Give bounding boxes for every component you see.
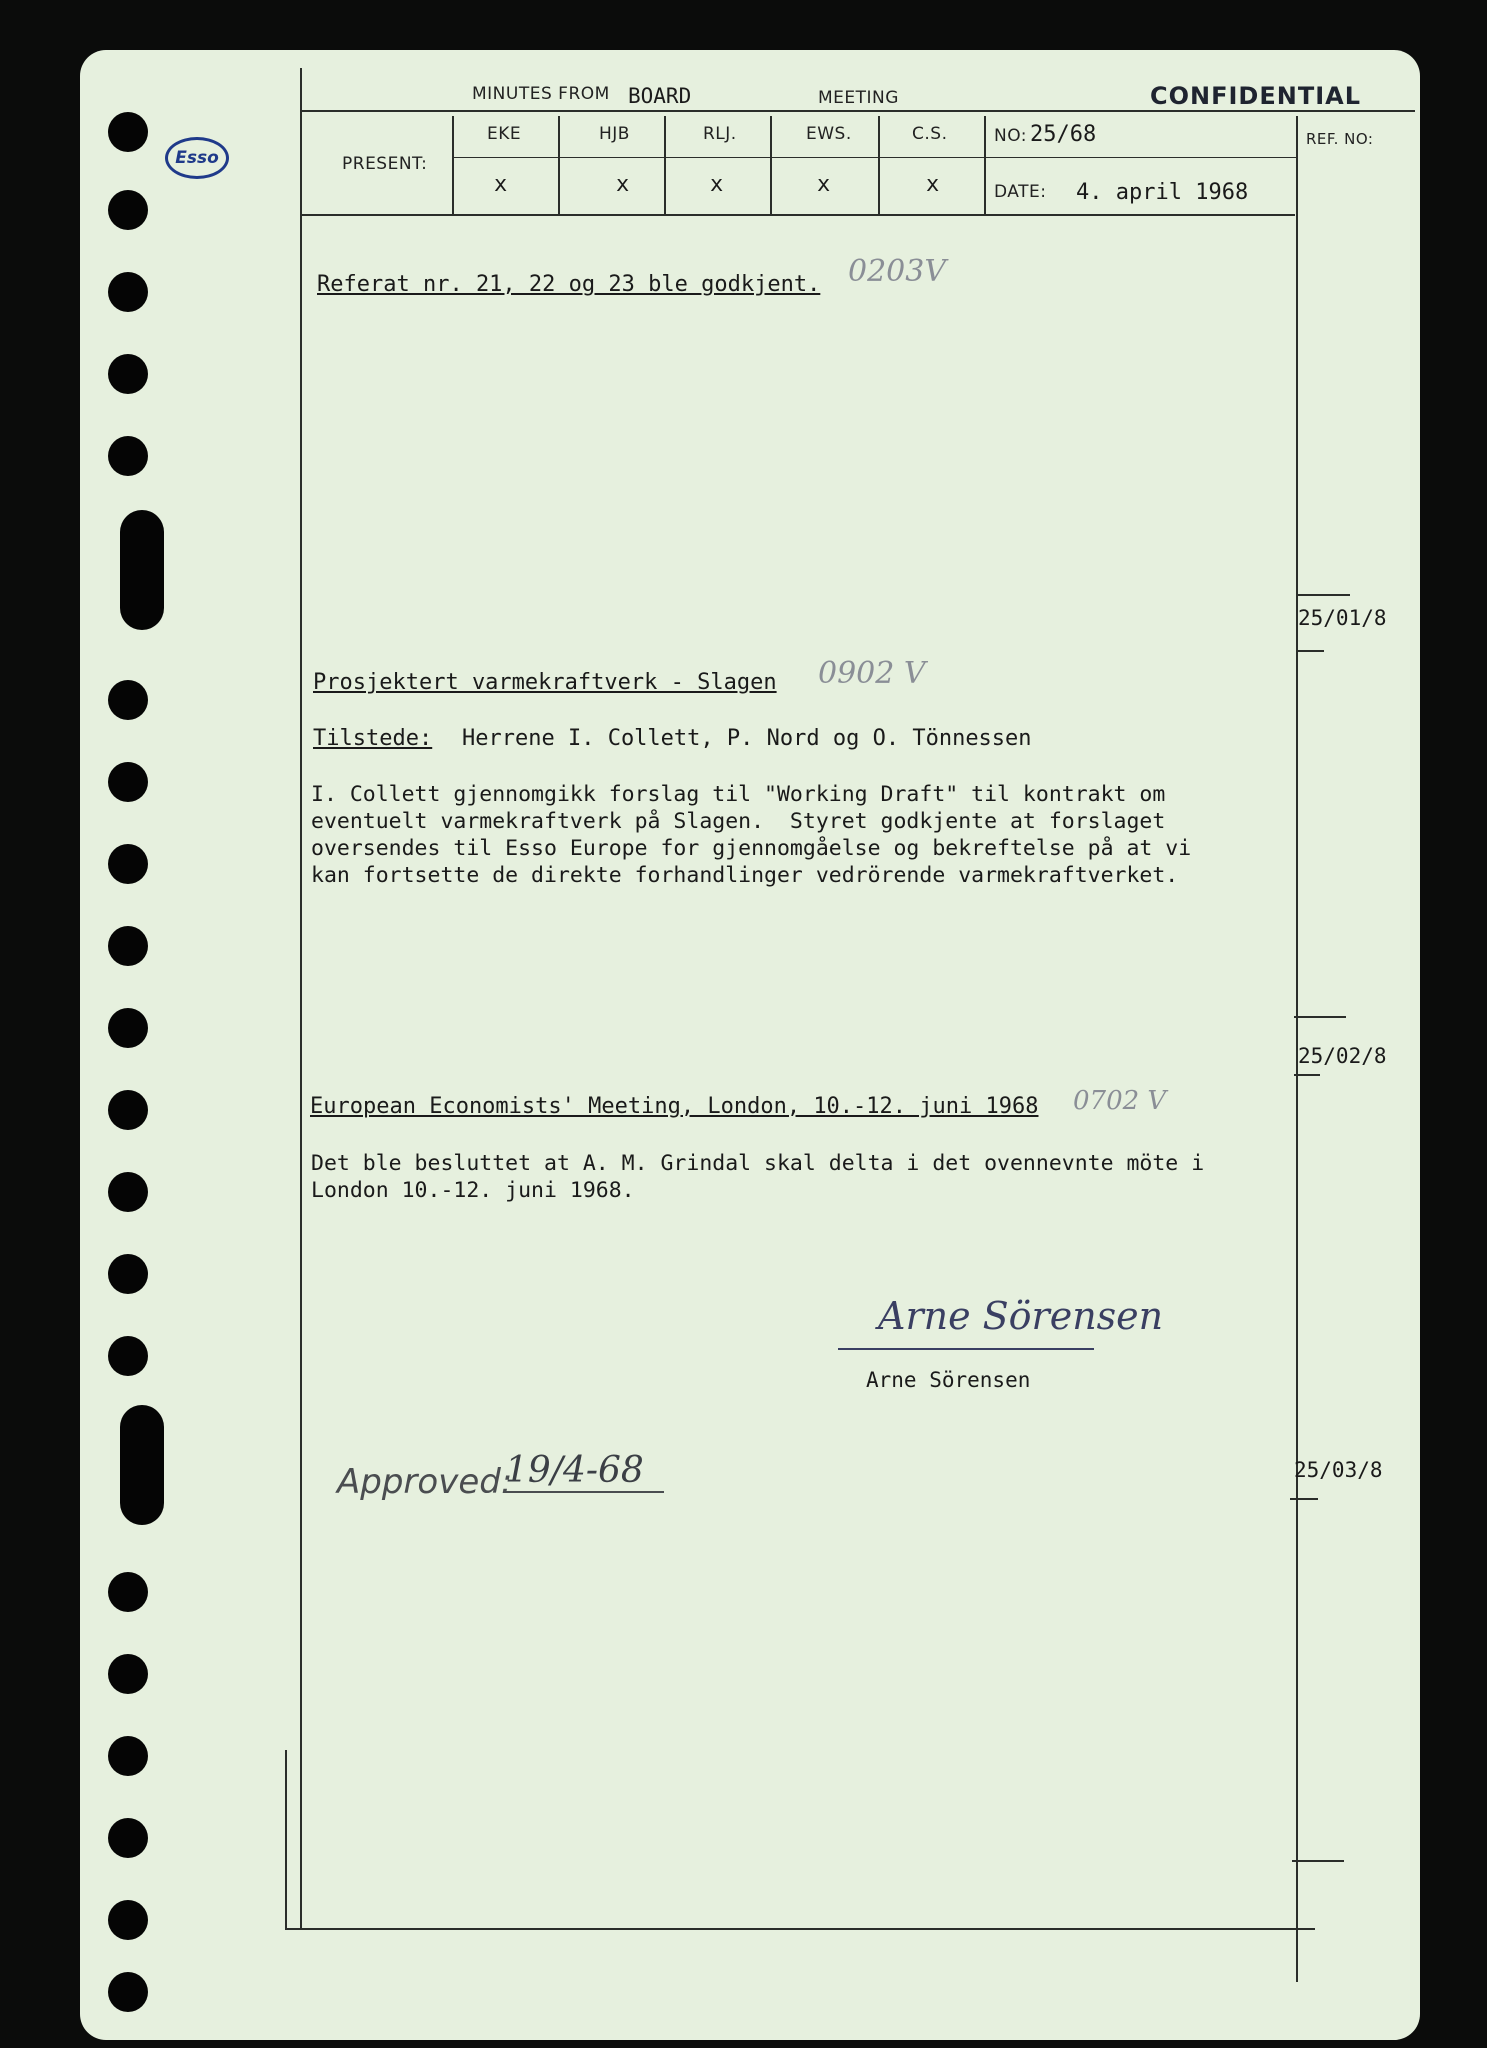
- ref-number: 25/02/8: [1298, 1044, 1387, 1068]
- binder-hole: [108, 1818, 148, 1858]
- member-initials: HJB: [599, 124, 630, 144]
- member-initials: EWS.: [806, 124, 852, 144]
- ref-rule: [1292, 1860, 1344, 1862]
- binder-hole: [108, 1654, 148, 1694]
- binder-hole: [108, 1172, 148, 1212]
- item-body: I. Collett gjennomgikk forslag til "Working Draft" til kontrakt om eventuelt varmekraftverk på Slagen. Styret godkjente at forslaget oversendes til Esso Europe for gjennomgåelse og bekreftelse på at vi kan fortsette de direkte forhandlinger vedrörende varmekraftverket.: [311, 782, 1192, 888]
- binder-hole: [108, 112, 148, 152]
- ref-number: 25/03/8: [1294, 1458, 1383, 1482]
- ref-number: 25/01/8: [1298, 606, 1387, 630]
- binder-hole: [108, 844, 148, 884]
- ref-rule: [1290, 1498, 1318, 1500]
- binder-hole: [108, 436, 148, 476]
- binder-slot: [120, 510, 164, 630]
- member-present-mark: x: [926, 172, 940, 197]
- ref-rule: [1298, 650, 1324, 652]
- ref-rule: [1294, 1016, 1346, 1018]
- item-code-annotation: 0902 V: [818, 656, 926, 691]
- meeting-label: MEETING: [818, 88, 899, 108]
- binder-hole: [108, 1572, 148, 1612]
- minutes-type: BOARD: [628, 84, 692, 108]
- present-label: Tilstede:: [313, 726, 433, 751]
- meeting-date: 4. april 1968: [1076, 180, 1249, 205]
- member-initials: C.S.: [912, 124, 948, 144]
- item-heading: Prosjektert varmekraftverk - Slagen: [313, 670, 777, 695]
- member-present-mark: x: [817, 172, 831, 197]
- member-initials: RLJ.: [703, 124, 737, 144]
- binder-hole: [108, 1900, 148, 1940]
- member-initials: EKE: [487, 124, 522, 144]
- binder-hole: [108, 1736, 148, 1776]
- binder-hole: [108, 762, 148, 802]
- member-present-mark: x: [616, 172, 630, 197]
- present-label: PRESENT:: [342, 154, 428, 174]
- approved-date: 19/4-68: [505, 1450, 664, 1493]
- item-heading: European Economists' Meeting, London, 10.-12. juni 1968: [310, 1094, 1039, 1119]
- binder-hole: [108, 680, 148, 720]
- item-code-annotation: 0203V: [848, 254, 947, 289]
- handwritten-signature: Arne Sörensen: [878, 1294, 1164, 1338]
- binder-slot: [120, 1405, 164, 1525]
- minutes-from-label: MINUTES FROM: [472, 84, 610, 104]
- signatory-name: Arne Sörensen: [866, 1368, 1031, 1392]
- document-page: [80, 50, 1420, 2040]
- ref-no-label: REF. NO:: [1306, 130, 1374, 148]
- ref-rule: [1298, 594, 1350, 596]
- item-code-annotation: 0702 V: [1073, 1086, 1167, 1116]
- binder-hole: [108, 354, 148, 394]
- binder-hole: [108, 272, 148, 312]
- no-label: NO:: [994, 126, 1028, 146]
- binder-hole: [108, 1008, 148, 1048]
- minutes-number: 25/68: [1030, 122, 1097, 147]
- present-list: Herrene I. Collett, P. Nord og O. Tönnessen: [462, 726, 1032, 751]
- member-present-mark: x: [494, 172, 508, 197]
- binder-hole: [108, 1254, 148, 1294]
- date-label: DATE:: [994, 182, 1047, 202]
- signature-line: [838, 1348, 1094, 1350]
- member-present-mark: x: [710, 172, 724, 197]
- binder-hole: [108, 1972, 148, 2012]
- confidential-stamp: CONFIDENTIAL: [1150, 82, 1361, 110]
- esso-logo: Esso: [165, 137, 229, 179]
- binder-hole: [108, 1336, 148, 1376]
- ref-rule: [1294, 1074, 1320, 1076]
- binder-hole: [108, 190, 148, 230]
- binder-hole: [108, 926, 148, 966]
- binder-hole: [108, 1090, 148, 1130]
- item-heading: Referat nr. 21, 22 og 23 ble godkjent.: [317, 272, 821, 297]
- item-body: Det ble besluttet at A. M. Grindal skal delta i det ovennevnte möte i London 10.-12. juni 1968.: [311, 1151, 1205, 1203]
- approved-label: Approved:: [337, 1462, 513, 1502]
